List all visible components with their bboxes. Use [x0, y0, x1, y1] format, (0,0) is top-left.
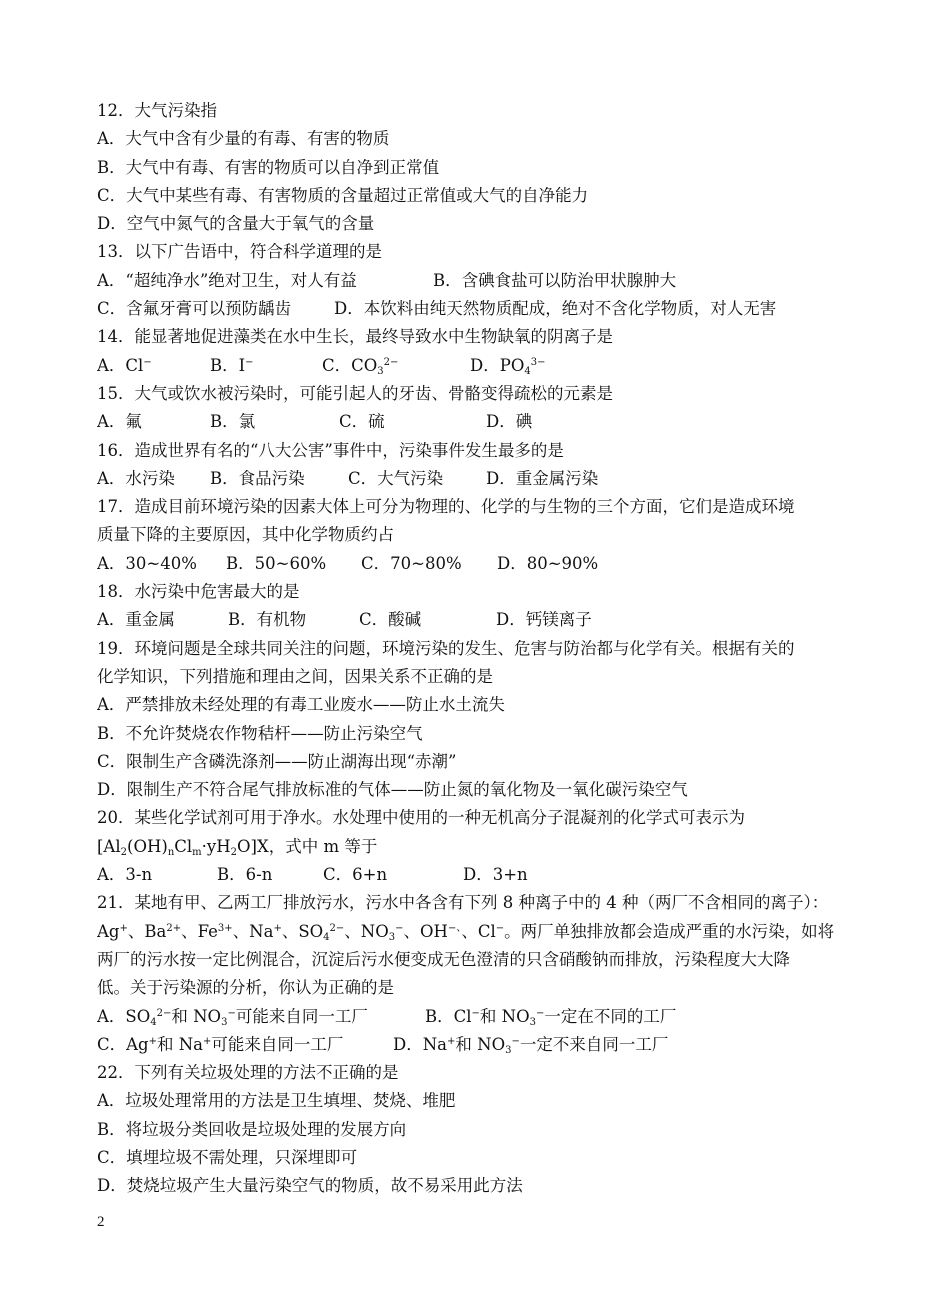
- question-stem: 。两厂单独排放都会造成严重的水污染，如将: [504, 921, 835, 941]
- option-d: D．重金属污染: [486, 468, 599, 488]
- question-22: [97, 1059, 857, 1087]
- option-text: 一定在不同的工厂: [544, 1006, 677, 1026]
- ion: 、SO: [281, 921, 324, 941]
- option-a: A．水污染: [97, 468, 175, 488]
- formula-part: O]X，式中 m 等于: [237, 836, 378, 856]
- option-c: C．硫: [339, 412, 385, 432]
- option-d: [393, 1031, 668, 1059]
- option-text: 和 NO: [171, 1006, 222, 1026]
- formula-part: (OH): [127, 836, 168, 856]
- option-a: [97, 1087, 857, 1115]
- option-a: [97, 125, 857, 153]
- option-text: C．Ag: [97, 1034, 149, 1054]
- options-row: [97, 1003, 857, 1031]
- option-d: [97, 776, 857, 804]
- superscript: −: [227, 1007, 236, 1019]
- question-17: [97, 493, 857, 521]
- question-14: [97, 323, 857, 351]
- subscript: 2: [230, 846, 237, 858]
- question-stem: 13．以下广告语中，符合科学道理的是: [97, 242, 382, 262]
- superscript: +: [203, 1035, 212, 1047]
- question-15: [97, 380, 857, 408]
- option-text: B．Cl: [425, 1006, 472, 1026]
- option-c: [322, 352, 470, 380]
- options-row: [97, 267, 857, 295]
- question-21: [97, 889, 857, 917]
- option-text: D．焚烧垃圾产生大量污染空气的物质，故不易采用此方法: [97, 1176, 523, 1196]
- option-a: A．氟: [97, 412, 142, 432]
- option-b: B．食品污染: [210, 468, 305, 488]
- question-21-cont: [97, 946, 857, 974]
- superscript: −: [245, 356, 254, 368]
- options-row: [97, 861, 857, 889]
- subscript: n: [167, 846, 175, 858]
- option-a: A．“超纯净水”绝对卫生，对人有益: [97, 270, 357, 290]
- question-21-cont: [97, 974, 857, 1002]
- question-19-cont: [97, 663, 857, 691]
- option-c: C．70~80%: [361, 553, 462, 573]
- subscript: 3: [505, 1044, 512, 1056]
- ion-list-line: [97, 918, 857, 946]
- superscript: −: [495, 922, 505, 934]
- option-a: [97, 691, 857, 719]
- question-stem: 16．造成世界有名的“八大公害”事件中，污染事件发生最多的是: [97, 440, 564, 460]
- option-b: B．50~60%: [226, 553, 327, 573]
- options-row: [97, 352, 857, 380]
- option-d: [470, 352, 545, 380]
- options-row: [97, 550, 857, 578]
- chemical-formula-line: [97, 833, 857, 861]
- subscript: 3: [529, 1016, 537, 1028]
- question-stem: 15．大气或饮水被污染时，可能引起人的牙齿、骨骼变得疏松的元素是: [97, 383, 613, 403]
- subscript: 4: [524, 365, 531, 377]
- question-20: [97, 804, 857, 832]
- option-c: [97, 748, 857, 776]
- superscript: −: [471, 1007, 480, 1019]
- option-b: [97, 720, 857, 748]
- subscript: 4: [323, 931, 330, 943]
- option-text: A．大气中含有少量的有毒、有害的物质: [97, 129, 390, 149]
- options-row: [97, 295, 857, 323]
- question-12: [97, 97, 857, 125]
- ion: 、OH: [403, 921, 448, 941]
- formula-part: Cl: [174, 836, 193, 856]
- question-stem: 22．下列有关垃圾处理的方法不正确的是: [97, 1063, 399, 1083]
- superscript: −: [143, 356, 152, 368]
- option-d: D．碘: [486, 412, 533, 432]
- option-text: D．限制生产不符合尾气排放标准的气体——防止氮的氧化物及一氧化碳污染空气: [97, 780, 688, 800]
- superscript: 2−: [156, 1007, 172, 1019]
- subscript: 3: [377, 365, 384, 377]
- option-c: C．含氟牙膏可以预防龋齿: [97, 299, 292, 319]
- question-stem: 21．某地有甲、乙两工厂排放污水，污水中各含有下列 8 种离子中的 4 种（两厂不含相同的离子）：: [97, 893, 829, 913]
- option-text: B．不允许焚烧农作物秸杆——防止污染空气: [97, 723, 423, 743]
- option-d: [97, 1172, 857, 1200]
- option-text: A．Cl: [97, 355, 144, 375]
- option-text: D．Na: [393, 1034, 448, 1054]
- options-row: [97, 606, 857, 634]
- formula-part: [Al: [97, 836, 121, 856]
- ion: 、Na: [232, 921, 274, 941]
- question-19: [97, 635, 857, 663]
- ion: 、Ba: [127, 921, 167, 941]
- option-b: B．氯: [210, 412, 256, 432]
- option-text: 和 NO: [479, 1006, 530, 1026]
- question-17-cont: [97, 521, 857, 549]
- question-stem: 质量下降的主要原因，其中化学物质约占: [97, 525, 394, 545]
- option-text: A．SO: [97, 1006, 151, 1026]
- option-text: C．大气中某些有毒、有害物质的含量超过正常值或大气的自净能力: [97, 185, 589, 205]
- superscript: +: [447, 1035, 456, 1047]
- superscript: 2−: [383, 356, 399, 368]
- exam-content: [97, 97, 857, 1201]
- option-c: [97, 1031, 393, 1059]
- superscript: 2+: [166, 922, 182, 934]
- option-text: 可能来自同一工厂: [211, 1034, 344, 1054]
- option-a: A．3-n: [97, 865, 153, 885]
- ion: 、Cl: [461, 921, 496, 941]
- options-row: [97, 408, 857, 436]
- option-b: [210, 352, 322, 380]
- option-a: [97, 352, 210, 380]
- option-c: C．酸碱: [359, 610, 422, 630]
- ion: Ag: [97, 921, 120, 941]
- option-text: C．限制生产含磷洗涤剂——防止湖海出现“赤潮”: [97, 751, 457, 771]
- question-18: [97, 578, 857, 606]
- option-text: B．I: [210, 355, 246, 375]
- superscript: 3+: [217, 922, 233, 934]
- question-stem: 14．能显著地促进藻类在水中生长，最终导致水中生物缺氧的阴离子是: [97, 327, 613, 347]
- option-text: A．垃圾处理常用的方法是卫生填埋、焚烧、堆肥: [97, 1091, 456, 1111]
- option-text: 和 Na: [157, 1034, 204, 1054]
- superscript: +: [119, 922, 128, 934]
- option-text: C．填埋垃圾不需处理，只深埋即可: [97, 1147, 358, 1167]
- option-a: [97, 1003, 425, 1031]
- option-text: 可能来自同一工厂: [235, 1006, 368, 1026]
- subscript: 3: [221, 1016, 228, 1028]
- option-b: B．6-n: [217, 865, 273, 885]
- option-text: 和 NO: [455, 1034, 506, 1054]
- page-number: 2: [97, 1214, 105, 1230]
- option-text: 一定不来自同一工厂: [519, 1034, 669, 1054]
- superscript: −: [536, 1007, 545, 1019]
- question-stem: 两厂的污水按一定比例混合，沉淀后污水便变成无色澄清的只含硝酸钠而排放，污染程度大大降: [97, 949, 790, 969]
- option-d: D．钙镁离子: [496, 610, 592, 630]
- superscript: 2−: [329, 922, 345, 934]
- option-text: A．严禁排放未经处理的有毒工业废水——防止水土流失: [97, 695, 505, 715]
- option-text: C．CO: [322, 355, 378, 375]
- option-c: [97, 182, 857, 210]
- option-a: A．30~40%: [97, 553, 197, 573]
- options-row: [97, 1031, 857, 1059]
- superscript: 3−: [530, 356, 546, 368]
- option-text: D．PO: [470, 355, 525, 375]
- question-stem: 12．大气污染指: [97, 101, 217, 120]
- option-d: D．80~90%: [497, 553, 599, 573]
- option-b: B．含碘食盐可以防治甲状腺肿大: [433, 270, 677, 290]
- superscript: −: [395, 922, 404, 934]
- option-d: [97, 210, 857, 238]
- options-row: [97, 465, 857, 493]
- superscript: +: [273, 922, 282, 934]
- subscript: 2: [120, 846, 128, 858]
- question-13: [97, 238, 857, 266]
- option-text: D．空气中氮气的含量大于氧气的含量: [97, 214, 375, 234]
- option-c: C．6+n: [323, 865, 388, 885]
- option-b: [97, 154, 857, 182]
- option-d: D．3+n: [463, 865, 528, 885]
- superscript: −、: [447, 922, 462, 934]
- option-a: A．重金属: [97, 610, 175, 630]
- option-c: [97, 1144, 857, 1172]
- option-b: [425, 1003, 676, 1031]
- option-b: B．有机物: [228, 610, 307, 630]
- option-d: D．本饮料由纯天然物质配成，绝对不含化学物质，对人无害: [334, 299, 777, 319]
- option-b: [97, 1116, 857, 1144]
- superscript: +: [148, 1035, 157, 1047]
- subscript: 3: [388, 931, 396, 943]
- option-text: B．将垃圾分类回收是垃圾处理的发展方向: [97, 1119, 407, 1139]
- formula-part: ·yH: [201, 836, 231, 856]
- subscript: 4: [150, 1016, 157, 1028]
- question-stem: 17．造成目前环境污染的因素大体上可分为物理的、化学的与生物的三个方面，它们是造成环境: [97, 497, 795, 517]
- question-stem: 19．环境问题是全球共同关注的问题，环境污染的发生、危害与防治都与化学有关。根据有关的: [97, 638, 795, 658]
- superscript: −: [511, 1035, 520, 1047]
- question-stem: 低。关于污染源的分析，你认为正确的是: [97, 978, 394, 998]
- question-stem: 20．某些化学试剂可用于净水。水处理中使用的一种无机高分子混凝剂的化学式可表示为: [97, 808, 745, 828]
- option-c: C．大气污染: [348, 468, 444, 488]
- question-stem: 化学知识，下列措施和理由之间，因果关系不正确的是: [97, 666, 493, 686]
- ion: 、NO: [344, 921, 389, 941]
- option-text: B．大气中有毒、有害的物质可以自净到正常值: [97, 157, 440, 177]
- question-stem: 18．水污染中危害最大的是: [97, 582, 300, 602]
- question-16: [97, 437, 857, 465]
- ion: 、Fe: [181, 921, 218, 941]
- subscript: m: [192, 846, 202, 858]
